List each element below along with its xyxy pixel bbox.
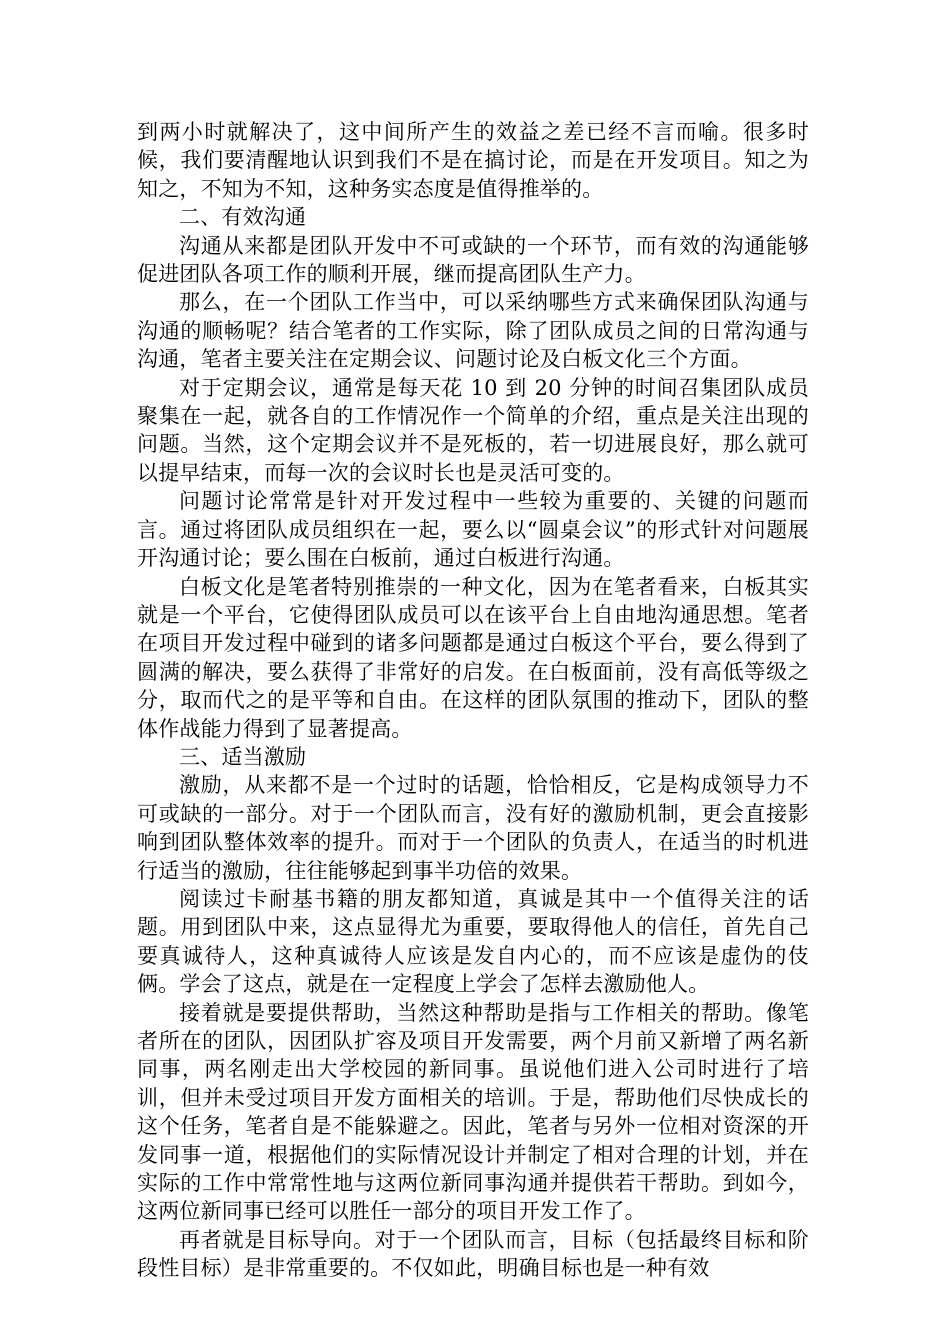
paragraph: 接着就是要提供帮助，当然这种帮助是指与工作相关的帮助。像笔者所在的团队，因团队扩容及项目开发需要，两个月前又新增了两名新同事，两名刚走出大学校园的新同事。虽说他们进入公司时进行了培训，但并未受过项目开发方面相关的培训。于是，帮助他们尽快成长的这个任务，笔者自是不能躲避之。因此，笔者与另外一位相对资深的开发同事一道，根据他们的实际情况设计并制定了相对合理的计划，并在实际的工作中常常性地与这两位新同事沟通并提供若干帮助。到如今，这两位新同事已经可以胜任一部分的项目开发工作了。 <box>137 1000 809 1224</box>
paragraph-continuation: 到两小时就解决了，这中间所产生的效益之差已经不言而喻。很多时候，我们要清醒地认识到我们不是在搞讨论，而是在开发项目。知之为知之，不知为不知，这种务实态度是值得推举的。 <box>137 120 809 201</box>
paragraph: 沟通从来都是团队开发中不可或缺的一个环节，而有效的沟通能够促进团队各项工作的顺利开展，继而提高团队生产力。 <box>137 233 809 287</box>
paragraph: 阅读过卡耐基书籍的朋友都知道，真诚是其中一个值得关注的话题。用到团队中来，这点显得尤为重要，要取得他人的信任，首先自己要真诚待人，这种真诚待人应该是发自内心的，而不应该是虚伪的伎俩。学会了这点，就是在一定程度上学会了怎样去激励他人。 <box>137 886 809 997</box>
section-heading-appropriate-incentive: 三、适当激励 <box>179 744 307 769</box>
paragraph: 白板文化是笔者特别推崇的一种文化，因为在笔者看来，白板其实就是一个平台，它使得团队成员可以在该平台上自由地沟通思想。笔者在项目开发过程中碰到的诸多问题都是通过白板这个平台，要么得到了圆满的解决，要么获得了非常好的启发。在白板面前，没有高低等级之分，取而代之的是平等和自由。在这样的团队氛围的推动下，团队的整体作战能力得到了显著提高。 <box>137 574 809 741</box>
paragraph: 对于定期会议，通常是每天花 10 到 20 分钟的时间召集团队成员聚集在一起，就各自的工作情况作一个简单的介绍，重点是关注出现的问题。当然，这个定期会议并不是死板的，若一切进展良好，那么就可以提早结束，而每一次的会议时长也是灵活可变的。 <box>137 375 809 485</box>
document-body <box>137 118 809 1283</box>
paragraph: 那么，在一个团队工作当中，可以采纳哪些方式来确保团队沟通与沟通的顺畅呢？结合笔者的工作实际，除了团队成员之间的日常沟通与沟通，笔者主要关注在定期会议、问题讨论及白板文化三个方面。 <box>137 290 809 372</box>
paragraph: 激励，从来都不是一个过时的话题，恰恰相反，它是构成领导力不可或缺的一部分。对于一个团队而言，没有好的激励机制，更会直接影响到团队整体效率的提升。而对于一个团队的负责人，在适当的时机进行适当的激励，往往能够起到事半功倍的效果。 <box>137 773 809 883</box>
section-heading-effective-communication: 二、有效沟通 <box>179 205 307 230</box>
paragraph: 再者就是目标导向。对于一个团队而言，目标（包括最终目标和阶段性目标）是非常重要的。不仅如此，明确目标也是一种有效 <box>137 1227 809 1281</box>
paragraph: 问题讨论常常是针对开发过程中一些较为重要的、关键的问题而言。通过将团队成员组织在一起，要么以“圆桌会议”的形式针对问题展开沟通讨论；要么围在白板前，通过白板进行沟通。 <box>137 489 809 571</box>
